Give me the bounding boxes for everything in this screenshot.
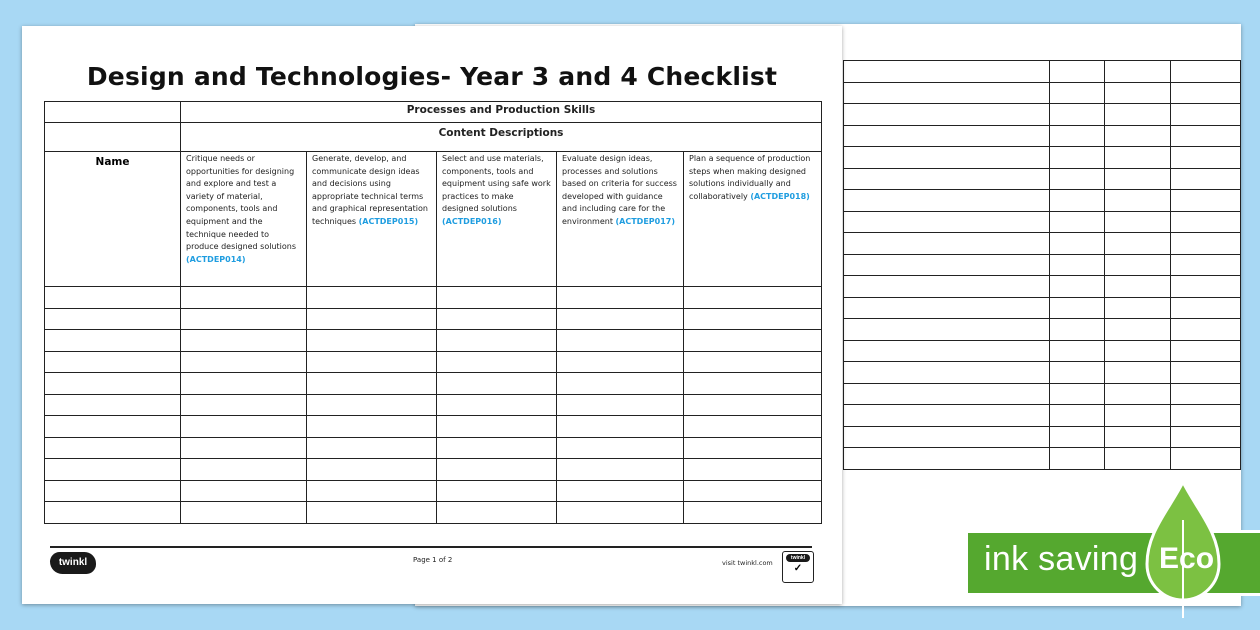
table-cell [181, 351, 307, 373]
table-row [844, 233, 1241, 255]
table-cell [181, 373, 307, 395]
table-cell [45, 308, 181, 330]
table-cell [557, 330, 684, 352]
table-cell [181, 287, 307, 309]
table-cell [1104, 147, 1170, 169]
table-row [844, 276, 1241, 298]
table-cell [557, 287, 684, 309]
table-row [844, 297, 1241, 319]
table-cell [1050, 61, 1104, 83]
table-cell [557, 394, 684, 416]
content-description [307, 152, 437, 287]
table-row [844, 426, 1241, 448]
table-cell [844, 168, 1050, 190]
table-cell [844, 82, 1050, 104]
curriculum-code: (ACTDEP017) [615, 216, 675, 226]
table-cell [1170, 319, 1240, 341]
table-cell [1104, 426, 1170, 448]
table-cell [557, 373, 684, 395]
table-cell [307, 437, 437, 459]
table-cell [684, 308, 822, 330]
page-number: Page 1 of 2 [413, 556, 453, 564]
table-row [45, 459, 822, 481]
table-cell [181, 416, 307, 438]
table-row [45, 308, 822, 330]
table-cell [1170, 82, 1240, 104]
table-cell [844, 383, 1050, 405]
table-row [844, 362, 1241, 384]
page-title: Design and Technologies- Year 3 and 4 Checklist [86, 62, 778, 91]
name-column-header: Name [45, 152, 181, 287]
table-cell [557, 502, 684, 524]
table-cell [45, 459, 181, 481]
table-cell [1104, 211, 1170, 233]
table-cell [437, 502, 557, 524]
table-cell [181, 502, 307, 524]
table-cell [844, 61, 1050, 83]
table-cell [307, 416, 437, 438]
table-cell [1104, 362, 1170, 384]
table-row [844, 340, 1241, 362]
description-text: Select and use materials, components, tools and equipment using safe work practices to make designed solutions [442, 154, 551, 214]
table-row [844, 211, 1241, 233]
table-cell [844, 190, 1050, 212]
table-cell [1050, 125, 1104, 147]
table-cell [437, 351, 557, 373]
table-cell [844, 319, 1050, 341]
table-row [844, 104, 1241, 126]
table-cell [1104, 233, 1170, 255]
eco-badge-label: Eco [1159, 542, 1215, 575]
empty-header-cell [45, 123, 181, 152]
table-cell [1170, 254, 1240, 276]
table-cell [1050, 168, 1104, 190]
table-cell [1104, 448, 1170, 470]
table-cell [1170, 190, 1240, 212]
table-cell [844, 340, 1050, 362]
table-cell [684, 437, 822, 459]
table-cell [45, 330, 181, 352]
table-cell [844, 448, 1050, 470]
empty-header-cell [45, 102, 181, 123]
table-cell [437, 459, 557, 481]
table-cell [307, 308, 437, 330]
table-cell [45, 394, 181, 416]
table-cell [1050, 147, 1104, 169]
table-cell [1050, 448, 1104, 470]
table-cell [1104, 319, 1170, 341]
description-text: Critique needs or opportunities for designing and explore and test a variety of material, components, tools and equipment and the technique needed to produce designed solutions [186, 154, 297, 252]
table-row [45, 330, 822, 352]
table-cell [45, 373, 181, 395]
table-cell [1104, 125, 1170, 147]
table-cell [437, 480, 557, 502]
check-icon: ✓ [793, 563, 803, 574]
table-cell [181, 480, 307, 502]
table-cell [844, 254, 1050, 276]
table-cell [1050, 211, 1104, 233]
table-row [45, 416, 822, 438]
table-cell [1104, 254, 1170, 276]
table-row [844, 448, 1241, 470]
table-cell [557, 416, 684, 438]
table-cell [844, 362, 1050, 384]
table-cell [1170, 297, 1240, 319]
footer-divider [50, 546, 812, 548]
table-cell [684, 394, 822, 416]
table-cell [1170, 168, 1240, 190]
table-cell [1104, 297, 1170, 319]
table-cell [1170, 211, 1240, 233]
table-cell [1050, 405, 1104, 427]
table-cell [1050, 104, 1104, 126]
ink-saving-label: ink saving [984, 540, 1139, 578]
table-cell [1050, 340, 1104, 362]
table-cell [844, 405, 1050, 427]
table-cell [307, 459, 437, 481]
table-cell [1170, 125, 1240, 147]
content-description [684, 152, 822, 287]
table-cell [1104, 168, 1170, 190]
table-cell [1170, 233, 1240, 255]
twinkl-logo: twinkl [50, 552, 96, 574]
table-cell [1170, 276, 1240, 298]
table-cell [1104, 190, 1170, 212]
table-cell [1104, 61, 1170, 83]
table-cell [307, 502, 437, 524]
content-description [437, 152, 557, 287]
table-cell [684, 480, 822, 502]
table-cell [1050, 362, 1104, 384]
table-cell [1104, 405, 1170, 427]
table-cell [1170, 61, 1240, 83]
table-cell [1170, 383, 1240, 405]
table-cell [1050, 254, 1104, 276]
table-row [844, 82, 1241, 104]
table-cell [1170, 448, 1240, 470]
table-row [45, 437, 822, 459]
table-cell [181, 459, 307, 481]
table-cell [557, 437, 684, 459]
table-cell [1104, 340, 1170, 362]
table-cell [844, 125, 1050, 147]
table-cell [844, 233, 1050, 255]
table-cell [45, 287, 181, 309]
table-cell [307, 351, 437, 373]
curriculum-code: (ACTDEP014) [186, 254, 246, 264]
table-row [844, 190, 1241, 212]
table-cell [45, 437, 181, 459]
table-cell [437, 437, 557, 459]
table-row [844, 147, 1241, 169]
back-page-table [843, 60, 1241, 470]
description-text: Evaluate design ideas, processes and solutions based on criteria for success developed with guidance and including care for the environment [562, 154, 677, 226]
table-cell [684, 373, 822, 395]
table-cell [1170, 104, 1240, 126]
checklist-table [44, 101, 822, 524]
table-row [45, 351, 822, 373]
table-cell [557, 308, 684, 330]
table-cell [437, 394, 557, 416]
table-cell [844, 104, 1050, 126]
table-cell [307, 330, 437, 352]
table-cell [1170, 405, 1240, 427]
table-cell [437, 373, 557, 395]
table-cell [1170, 426, 1240, 448]
curriculum-code: (ACTDEP016) [442, 216, 502, 226]
table-cell [1050, 276, 1104, 298]
table-row [844, 319, 1241, 341]
table-row [45, 287, 822, 309]
table-cell [844, 276, 1050, 298]
table-cell [437, 416, 557, 438]
table-cell [684, 459, 822, 481]
table-cell [557, 459, 684, 481]
table-cell [437, 330, 557, 352]
table-cell [557, 480, 684, 502]
table-row [844, 125, 1241, 147]
table-row [45, 394, 822, 416]
table-cell [307, 287, 437, 309]
table-cell [1050, 297, 1104, 319]
quality-badge [782, 551, 814, 583]
curriculum-code: (ACTDEP015) [358, 216, 419, 226]
curriculum-code: (ACTDEP018) [750, 191, 810, 201]
table-cell [437, 308, 557, 330]
table-row [844, 383, 1241, 405]
table-cell [684, 330, 822, 352]
table-cell [1104, 82, 1170, 104]
table-cell [1050, 426, 1104, 448]
table-cell [181, 308, 307, 330]
table-cell [684, 287, 822, 309]
content-description [557, 152, 684, 287]
section-heading: Processes and Production Skills [181, 102, 822, 123]
badge-logo: twinkl [786, 554, 810, 562]
table-cell [1050, 319, 1104, 341]
table-cell [1170, 340, 1240, 362]
table-cell [181, 394, 307, 416]
visit-website: visit twinkl.com [722, 559, 773, 567]
table-cell [557, 351, 684, 373]
table-cell [181, 330, 307, 352]
table-cell [45, 480, 181, 502]
table-cell [1104, 276, 1170, 298]
table-cell [1050, 190, 1104, 212]
table-row [844, 61, 1241, 83]
table-cell [307, 373, 437, 395]
content-descriptions-heading: Content Descriptions [181, 123, 822, 152]
table-cell [1050, 82, 1104, 104]
table-row [844, 405, 1241, 427]
table-cell [437, 287, 557, 309]
table-row [844, 168, 1241, 190]
table-row [844, 254, 1241, 276]
front-page [22, 26, 842, 604]
table-cell [45, 351, 181, 373]
table-row [45, 480, 822, 502]
table-cell [1050, 383, 1104, 405]
table-cell [181, 437, 307, 459]
table-cell [1170, 362, 1240, 384]
description-text: Generate, develop, and communicate design ideas and decisions using appropriate technical terms and graphical representation techniques [312, 154, 428, 226]
table-cell [45, 502, 181, 524]
table-row [45, 502, 822, 524]
description-text: Plan a sequence of production steps when making designed solutions individually and collaboratively [689, 154, 811, 201]
table-cell [844, 147, 1050, 169]
table-cell [684, 416, 822, 438]
table-cell [1050, 233, 1104, 255]
table-row [45, 373, 822, 395]
table-cell [307, 394, 437, 416]
table-cell [1104, 104, 1170, 126]
table-cell [1170, 147, 1240, 169]
table-cell [844, 211, 1050, 233]
table-cell [844, 297, 1050, 319]
table-cell [844, 426, 1050, 448]
content-description [181, 152, 307, 287]
table-cell [45, 416, 181, 438]
table-cell [684, 351, 822, 373]
table-cell [1104, 383, 1170, 405]
table-cell [684, 502, 822, 524]
table-cell [307, 480, 437, 502]
